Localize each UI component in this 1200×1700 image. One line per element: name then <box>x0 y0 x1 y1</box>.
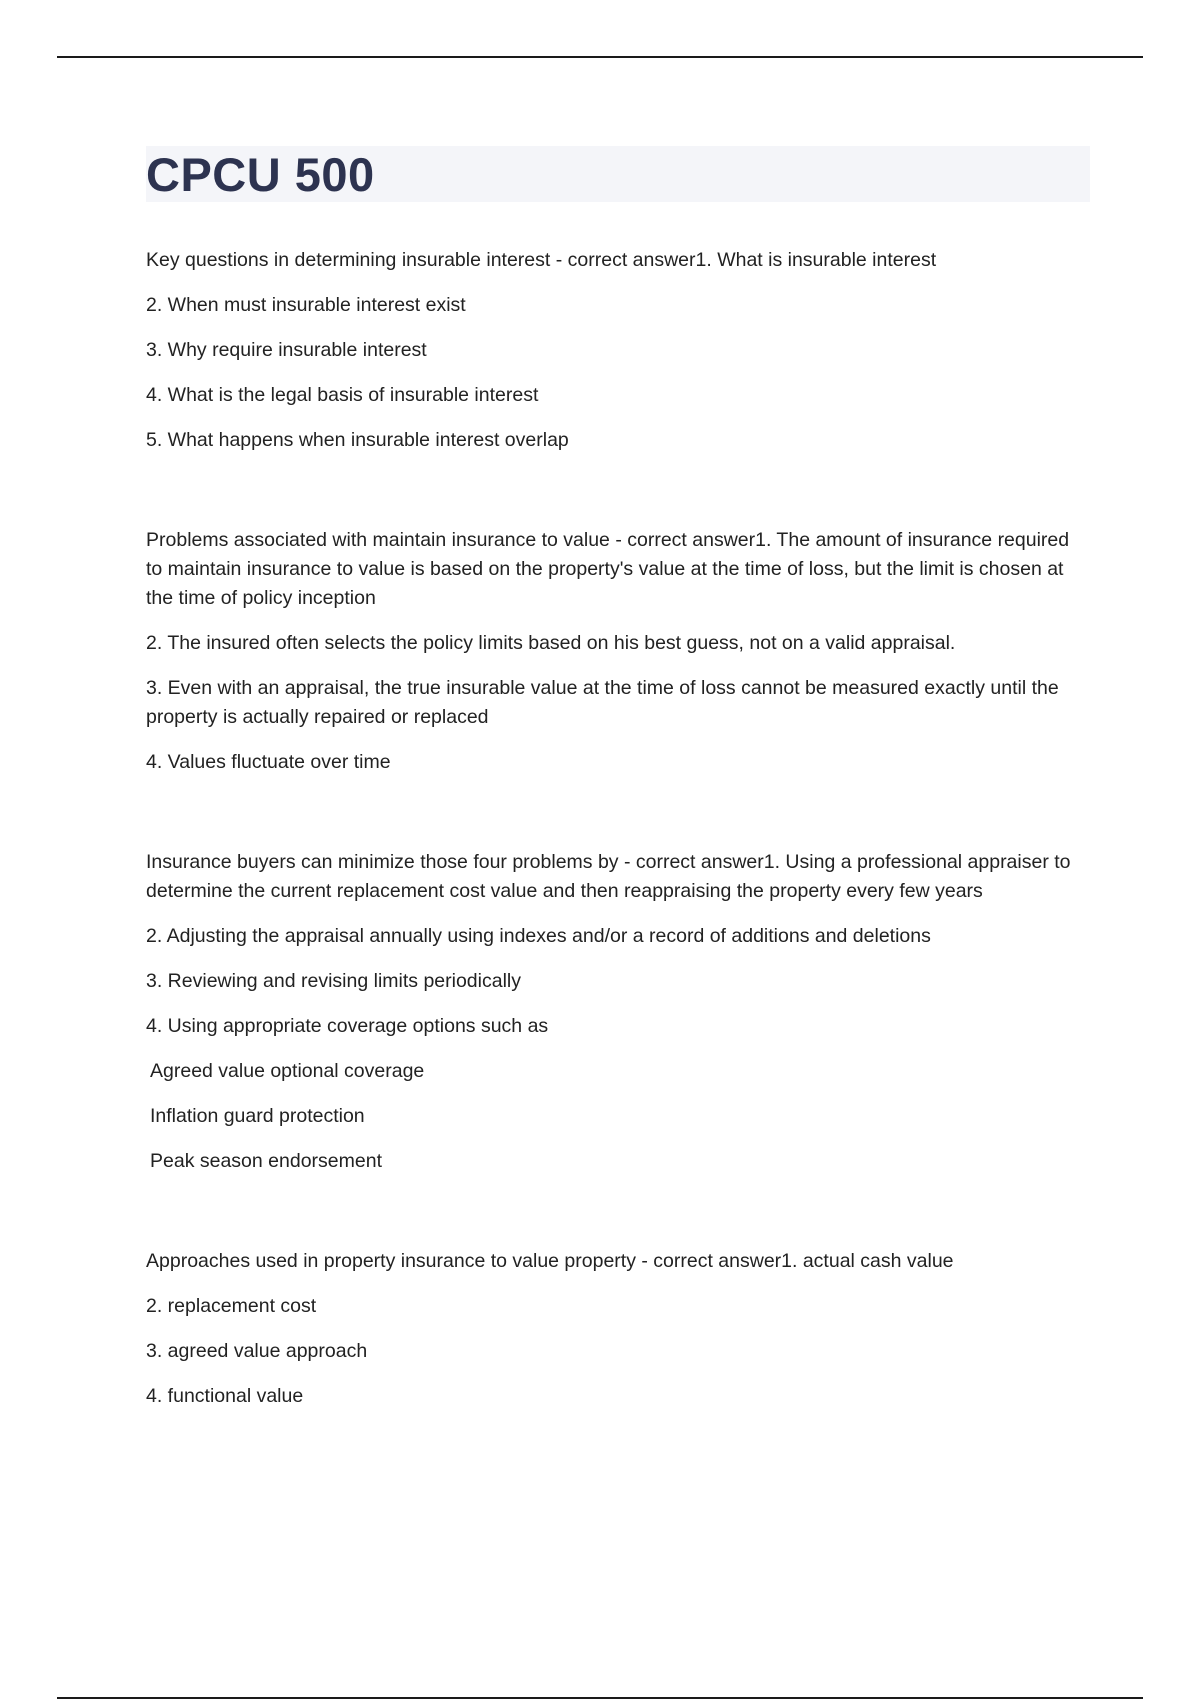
bottom-rule <box>57 1697 1143 1699</box>
qa-line: 2. When must insurable interest exist <box>146 294 466 316</box>
document-title: CPCU 500 <box>146 147 375 201</box>
title-band <box>146 146 1090 202</box>
qa-line: 3. Even with an appraisal, the true insurable value at the time of loss cannot be measured exactly until the property is actually repaired or replaced <box>146 677 1059 728</box>
qa-block <box>146 526 1090 777</box>
top-rule <box>57 56 1143 58</box>
qa-line: 3. agreed value approach <box>146 1340 368 1362</box>
qa-block <box>146 848 1090 1176</box>
qa-line: 4. What is the legal basis of insurable interest <box>146 384 539 406</box>
qa-line: 3. Reviewing and revising limits periodically <box>146 970 521 992</box>
qa-block <box>146 246 1090 455</box>
qa-line: 5. What happens when insurable interest overlap <box>146 429 569 451</box>
qa-line: 4. Using appropriate coverage options such as <box>146 1015 549 1037</box>
qa-line: 2. The insured often selects the policy limits based on his best guess, not on a valid appraisal. <box>146 632 956 654</box>
qa-line: Approaches used in property insurance to value property - correct answer1. actual cash value <box>146 1250 954 1272</box>
qa-line: 3. Why require insurable interest <box>146 339 427 361</box>
qa-subitem: Inflation guard protection <box>150 1105 365 1127</box>
qa-line: 2. replacement cost <box>146 1295 317 1317</box>
qa-line: 4. functional value <box>146 1385 304 1407</box>
qa-subitem: Agreed value optional coverage <box>150 1060 425 1082</box>
qa-list <box>146 246 1090 1411</box>
qa-block <box>146 1247 1090 1411</box>
qa-line: 4. Values fluctuate over time <box>146 751 391 773</box>
qa-line: Key questions in determining insurable interest - correct answer1. What is insurable interest <box>146 249 937 271</box>
qa-subitem: Peak season endorsement <box>150 1150 382 1172</box>
qa-line: Insurance buyers can minimize those four problems by - correct answer1. Using a professional appraiser to determine the current replacement cost value and then reappraising the property every few years <box>146 851 1071 902</box>
qa-line: 2. Adjusting the appraisal annually using indexes and/or a record of additions and deletions <box>146 925 931 947</box>
document-body <box>146 146 1090 1482</box>
qa-line: Problems associated with maintain insurance to value - correct answer1. The amount of insurance required to maintain insurance to value is based on the property's value at the time of loss, but the limit is chosen at the time of policy inception <box>146 529 1070 609</box>
